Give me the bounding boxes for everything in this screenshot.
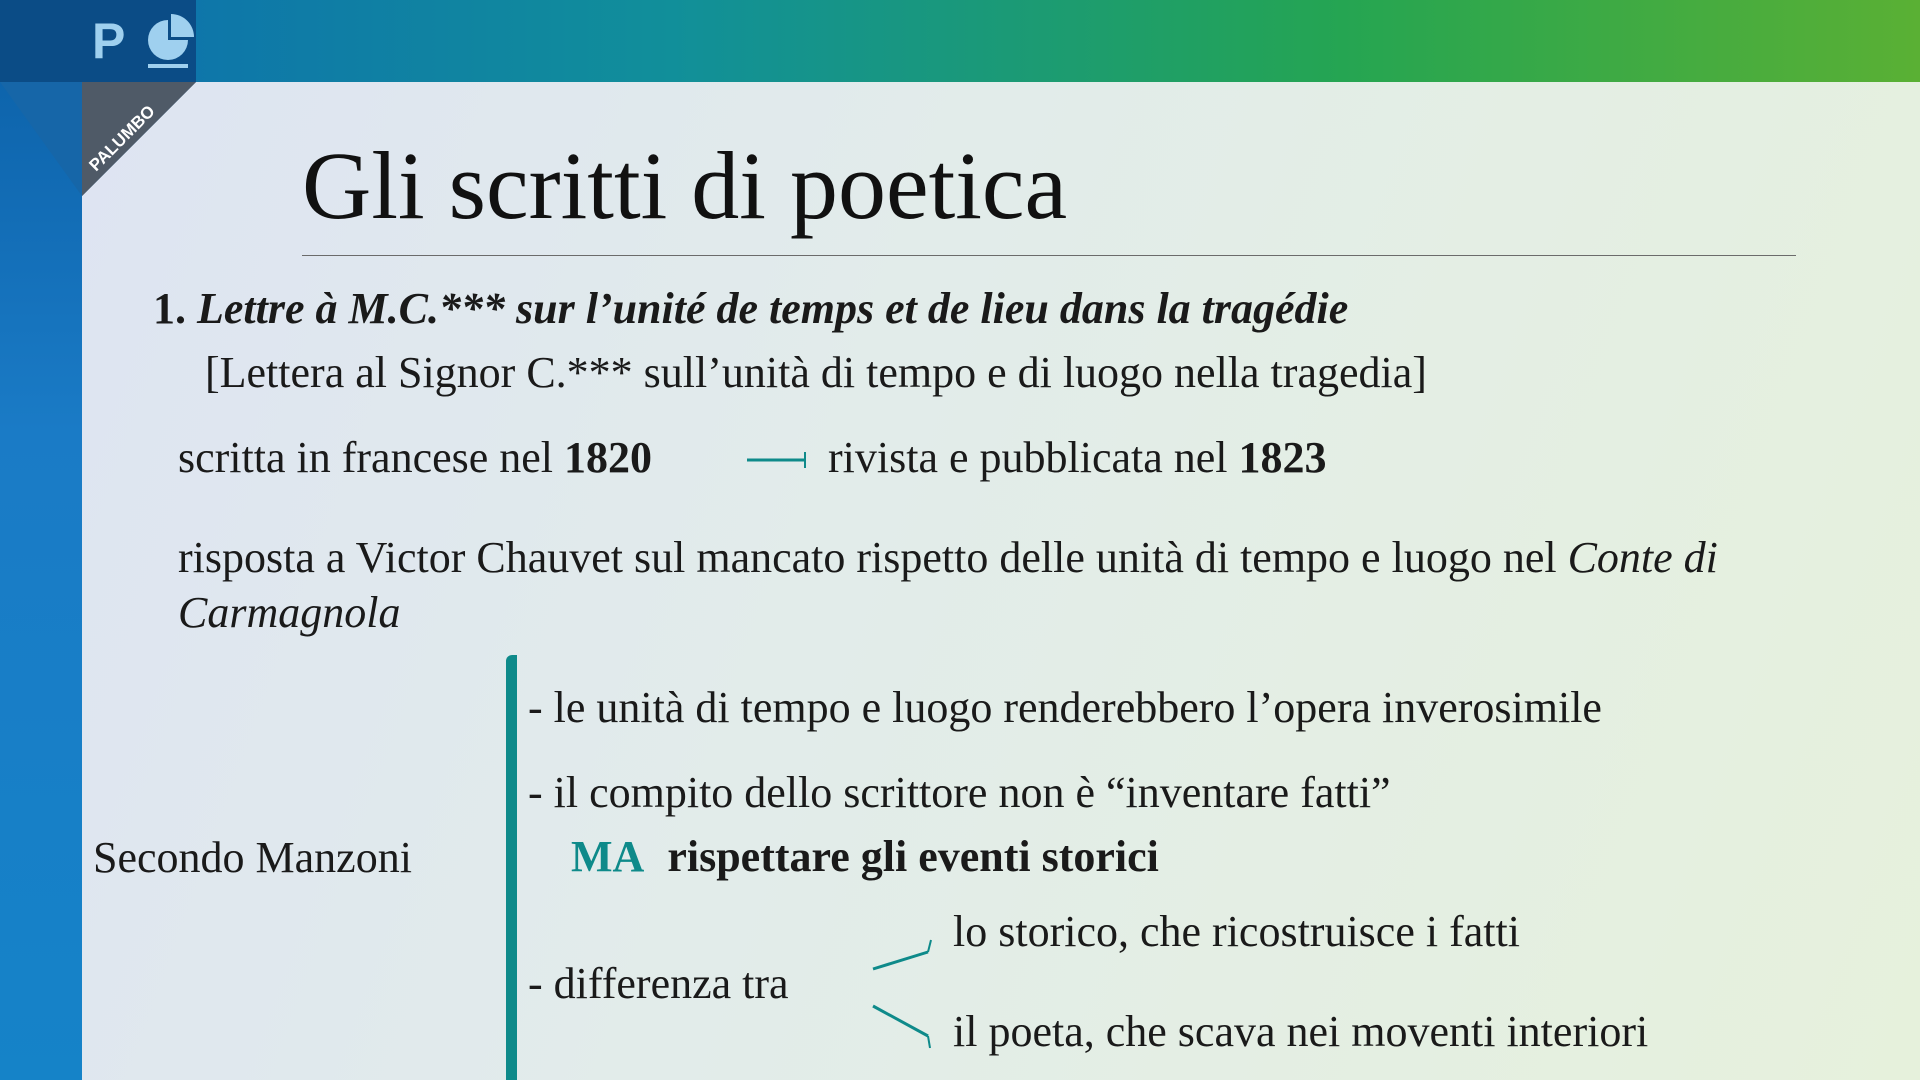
manzoni-point1: - le unità di tempo e luogo renderebbero l’opera inverosimile bbox=[528, 683, 1602, 732]
published-prefix: rivista e pubblicata nel bbox=[828, 433, 1228, 482]
published-year: 1823 bbox=[1238, 433, 1327, 482]
manzoni-point3: - differenza tra bbox=[528, 959, 789, 1008]
manzoni-label: Secondo Manzoni bbox=[93, 833, 412, 882]
ma-line bbox=[571, 831, 1159, 884]
published-line bbox=[828, 432, 1327, 485]
logo-letter: P bbox=[92, 13, 126, 69]
written-year: 1820 bbox=[564, 433, 653, 482]
right-arrow-icon bbox=[745, 448, 809, 472]
response-line bbox=[178, 532, 1718, 585]
item-number: 1. bbox=[153, 284, 186, 333]
work-title-part1: Conte di bbox=[1567, 533, 1718, 582]
work-title-part2: Carmagnola bbox=[178, 588, 401, 637]
branch-up-arrow-icon bbox=[870, 940, 932, 964]
branch-poet: il poeta, che scava nei moventi interiori bbox=[953, 1007, 1649, 1056]
branch-historian: lo storico, che ricostruisce i fatti bbox=[953, 907, 1520, 956]
title-divider bbox=[302, 255, 1796, 256]
item1-line bbox=[153, 283, 1348, 336]
logo-brand: PALUMBO bbox=[85, 101, 159, 175]
response-text: risposta a Victor Chauvet sul mancato rispetto delle unità di tempo e luogo nel bbox=[178, 533, 1557, 582]
ma-keyword: MA bbox=[571, 832, 645, 881]
item1-translation: [Lettera al Signor C.*** sull’unità di tempo e di luogo nella tragedia] bbox=[205, 348, 1427, 397]
manzoni-point2: - il compito dello scrittore non è “inventare fatti” bbox=[528, 768, 1391, 817]
written-line bbox=[178, 432, 652, 485]
ma-text: rispettare gli eventi storici bbox=[667, 832, 1159, 881]
item1-french-title: Lettre à M.C.*** sur l’unité de temps et de lieu dans la tragédie bbox=[197, 284, 1349, 333]
written-prefix: scritta in francese nel bbox=[178, 433, 554, 482]
branch-down-arrow-icon bbox=[870, 1000, 932, 1048]
slide-title: Gli scritti di poetica bbox=[302, 132, 1068, 239]
publisher-logo bbox=[0, 0, 200, 200]
bracket-line bbox=[506, 655, 517, 1080]
top-banner bbox=[0, 0, 1920, 82]
